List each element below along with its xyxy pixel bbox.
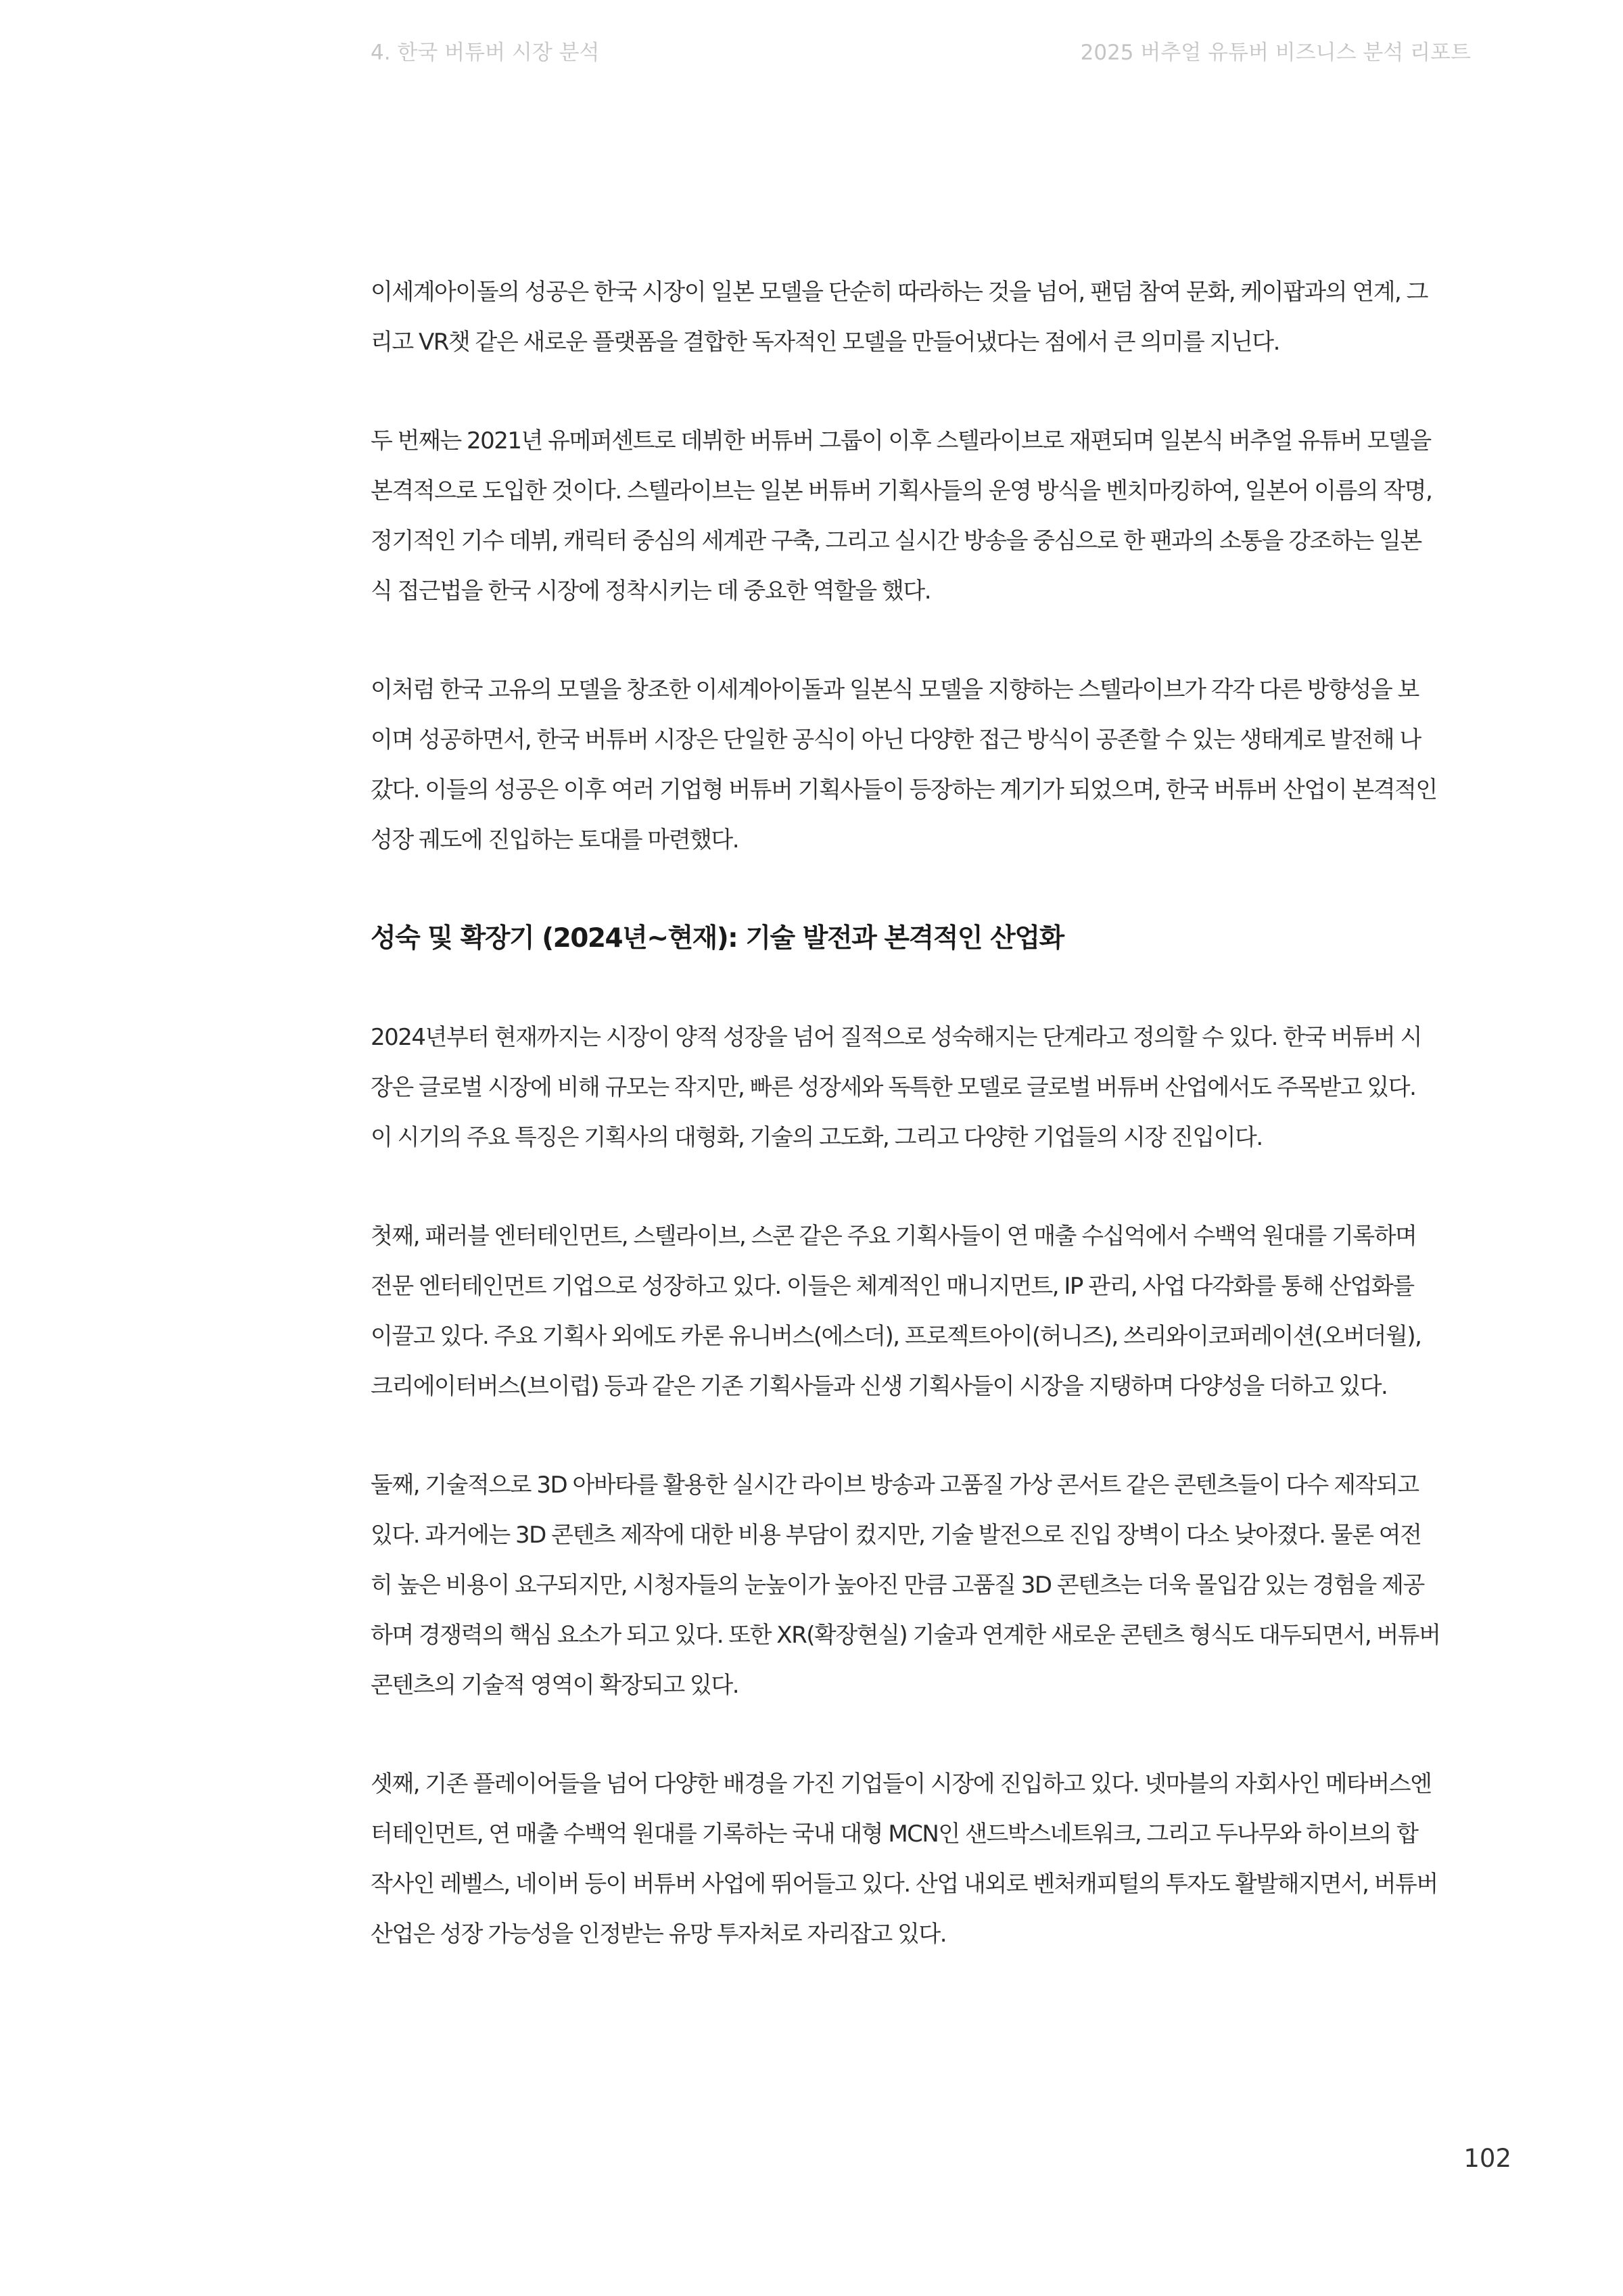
running-header (371, 35, 1471, 69)
paragraph-ecosystem (371, 665, 1507, 865)
paragraph-line: 본격적으로 도입한 것이다. 스텔라이브는 일본 버튜버 기획사들의 운영 방식을 벤치마킹하여, 일본어 이름의 작명, (371, 477, 1432, 505)
paragraph-line: 이 시기의 주요 특징은 기획사의 대형화, 기술의 고도화, 그리고 다양한 기업들의 시장 진입이다. (371, 1124, 1263, 1151)
paragraph-maturity-overview (371, 1012, 1507, 1163)
paragraph-line: 터테인먼트, 연 매출 수백억 원대를 기록하는 국내 대형 MCN인 샌드박스네트워크, 그리고 두나무와 하이브의 합 (371, 1821, 1418, 1848)
paragraph-agencies (371, 1211, 1507, 1411)
paragraph-line: 이세계아이돌의 성공은 한국 시장이 일본 모델을 단순히 따라하는 것을 넘어, 팬덤 참여 문화, 케이팝과의 연계, 그 (371, 279, 1428, 306)
paragraph-line: 식 접근법을 한국 시장에 정착시키는 데 중요한 역할을 했다. (371, 578, 931, 605)
paragraph-line: 정기적인 기수 데뷔, 캐릭터 중심의 세계관 구축, 그리고 실시간 방송을 중심으로 한 팬과의 소통을 강조하는 일본 (371, 528, 1421, 555)
paragraph-line: 셋째, 기존 플레이어들을 넘어 다양한 배경을 가진 기업들이 시장에 진입하고 있다. 넷마블의 자회사인 메타버스엔 (371, 1771, 1432, 1798)
paragraph-line: 산업은 성장 가능성을 인정받는 유망 투자처로 자리잡고 있다. (371, 1921, 947, 1948)
paragraph-line: 콘텐츠의 기술적 영역이 확장되고 있다. (371, 1672, 739, 1699)
paragraph-line: 있다. 과거에는 3D 콘텐츠 제작에 대한 비용 부담이 컸지만, 기술 발전으로 진입 장벽이 다소 낮아졌다. 물론 여전 (371, 1522, 1421, 1549)
paragraph-stellive (371, 416, 1507, 616)
paragraph-line: 갔다. 이들의 성공은 이후 여러 기업형 버튜버 기획사들이 등장하는 계기가 되었으며, 한국 버튜버 산업이 본격적인 (371, 776, 1437, 803)
page-number: 102 (1463, 2144, 1511, 2173)
paragraph-line: 둘째, 기술적으로 3D 아바타를 활용한 실시간 라이브 방송과 고품질 가상 콘서트 같은 콘텐츠들이 다수 제작되고 (371, 1472, 1419, 1499)
paragraph-line: 이끌고 있다. 주요 기획사 외에도 카론 유니버스(에스더), 프로젝트아이(허니즈), 쓰리와이코퍼레이션(오버더월), (371, 1323, 1421, 1350)
paragraph-technology (371, 1460, 1507, 1710)
paragraph-line: 작사인 레벨스, 네이버 등이 버튜버 사업에 뛰어들고 있다. 산업 내외로 벤처캐피털의 투자도 활발해지면서, 버튜버 (371, 1871, 1438, 1898)
report-title: 2025 버추얼 유튜버 비즈니스 분석 리포트 (1080, 41, 1471, 65)
paragraph-isegye-idol-significance (371, 267, 1507, 367)
paragraph-line: 크리에이터버스(브이럽) 등과 같은 기존 기획사들과 신생 기획사들이 시장을 지탱하며 다양성을 더하고 있다. (371, 1373, 1388, 1400)
paragraph-line: 리고 VR챗 같은 새로운 플랫폼을 결합한 독자적인 모델을 만들어냈다는 점에서 큰 의미를 지닌다. (371, 329, 1279, 356)
paragraph-line: 하며 경쟁력의 핵심 요소가 되고 있다. 또한 XR(확장현실) 기술과 연계한 새로운 콘텐츠 형식도 대두되면서, 버튜버 (371, 1622, 1440, 1649)
paragraph-line: 두 번째는 2021년 유메퍼센트로 데뷔한 버튜버 그룹이 이후 스텔라이브로 재편되며 일본식 버추얼 유튜버 모델을 (371, 427, 1431, 454)
paragraph-line: 첫째, 패러블 엔터테인먼트, 스텔라이브, 스콘 같은 주요 기획사들이 연 매출 수십억에서 수백억 원대를 기록하며 (371, 1223, 1417, 1250)
paragraph-line: 장은 글로벌 시장에 비해 규모는 작지만, 빠른 성장세와 독특한 모델로 글로벌 버튜버 산업에서도 주목받고 있다. (371, 1074, 1416, 1101)
paragraph-line: 성장 궤도에 진입하는 토대를 마련했다. (371, 826, 739, 853)
section-heading: 성숙 및 확장기 (2024년~현재): 기술 발전과 본격적인 산업화 (371, 923, 1064, 954)
chapter-title: 4. 한국 버튜버 시장 분석 (371, 41, 600, 65)
paragraph-line: 전문 엔터테인먼트 기업으로 성장하고 있다. 이들은 체계적인 매니지먼트, IP 관리, 사업 다각화를 통해 산업화를 (371, 1273, 1414, 1300)
page-body (371, 267, 1507, 1959)
paragraph-line: 히 높은 비용이 요구되지만, 시청자들의 눈높이가 높아진 만큼 고품질 3D 콘텐츠는 더욱 몰입감 있는 경험을 제공 (371, 1572, 1424, 1599)
paragraph-line: 이처럼 한국 고유의 모델을 창조한 이세계아이돌과 일본식 모델을 지향하는 스텔라이브가 각각 다른 방향성을 보 (371, 676, 1419, 703)
paragraph-line: 2024년부터 현재까지는 시장이 양적 성장을 넘어 질적으로 성숙해지는 단계라고 정의할 수 있다. 한국 버튜버 시 (371, 1024, 1421, 1051)
paragraph-new-entrants (371, 1759, 1507, 1959)
paragraph-line: 이며 성공하면서, 한국 버튜버 시장은 단일한 공식이 아닌 다양한 접근 방식이 공존할 수 있는 생태계로 발전해 나 (371, 726, 1421, 753)
